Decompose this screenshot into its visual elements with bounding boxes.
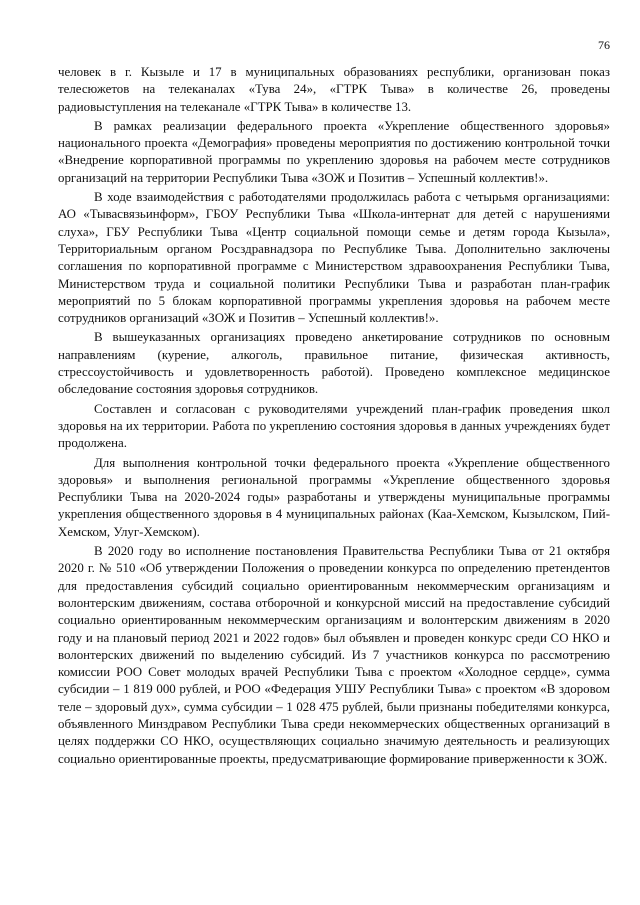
document-body — [58, 64, 610, 768]
paragraph-subsidy-contest: В 2020 году во исполнение постановления Правительства Республики Тыва от 21 октября 2020 г. № 510 «Об утверждении Положения о проведении конкурса по определению претендентов для предоставления субсидий социально ориентированным некоммерческим организациям и волонтерским движениям, состава отборочной и конкурсной миссий на предоставление субсидий социально ориентированным некоммерческим организациям и волонтерским движениям в 2020 году и на плановый период 2021 и 2022 годов» был объявлен и проведен конкурс среди СО НКО и волонтерских движений по выделению субсидий. Из 7 участников конкурса по рассмотрению комиссии РОО Совет молодых врачей Республики Тыва с проектом «Холодное сердце», сумма субсидии – 1 819 000 рублей, и РОО «Федерация УШУ Республики Тыва» с проектом «В здоровом теле – здоровый дух», сумма субсидии – 1 028 475 рублей, были признаны победителями конкурса, объявленного Минздравом Республики Тыва среди некоммерческих общественных организаций в целях поддержки СО НКО, осуществляющих социально значимую деятельность и реализующих социально ориентированные проекты, предусматривающие формирование приверженности к ЗОЖ. — [58, 544, 610, 766]
paragraph-health-schools: Составлен и согласован с руководителями учреждений план-график проведения школ здоровья на их территории. Работа по укреплению состояния здоровья в данных учреждениях будет продолжена. — [58, 401, 610, 451]
paragraph-employee-survey: В вышеуказанных организациях проведено анкетирование сотрудников по основным направлениям (курение, алкоголь, правильное питание, физическая активность, стрессоустойчивость и удовлетворенность работой). Проведено комплексное медицинское обследование состояния здоровья сотрудников. — [58, 330, 610, 397]
paragraph-federal-project: В рамках реализации федерального проекта «Укрепление общественного здоровья» национального проекта «Демография» проведены мероприятия по достижению контрольной точки «Внедрение корпоративной программы по укреплению здоровья на рабочем месте сотрудников организаций на территории Республики Тыва «ЗОЖ и Позитив – Успешный коллектив!». — [58, 118, 610, 185]
paragraph-employers-cooperation: В ходе взаимодействия с работодателями продолжилась работа с четырьмя организациями: АО «Тывасвязьинформ», ГБОУ Республики Тыва «Школа-интернат для детей с нарушениями слуха», ГБУ Республики Тыва «Центр социальной помощи семье и детям города Кызыла», Территориальным органом Росздравнадзора по Республике Тыва. Дополнительно заключены соглашения по корпоративной программе с Министерством здравоохранения Республики Тыва, Министерством труда и социальной политики Республики Тыва и разработан план-график мероприятий по 5 блокам корпоративной программы укрепления здоровья на рабочем месте сотрудников организаций «ЗОЖ и Позитив – Успешный коллектив!». — [58, 190, 610, 326]
page-number: 76 — [598, 38, 610, 52]
document-page — [58, 38, 610, 770]
paragraph-municipal-programs: Для выполнения контрольной точки федерального проекта «Укрепление общественного здоровья» и выполнения региональной программы «Укрепление общественного здоровья Республики Тыва на 2020-2024 годы» разработаны и утверждены муниципальные программы укрепления общественного здоровья в 4 муниципальных районах (Каа-Хемском, Кызылском, Пий-Хемском, Улуг-Хемском). — [58, 455, 610, 539]
paragraph-continuation: человек в г. Кызыле и 17 в муниципальных образованиях республики, организован показ телесюжетов на телеканалах «Тува 24», «ГТРК Тыва» в количестве 26, проведены радиовыступления на телеканале «ГТРК Тыва» в количестве 13. — [58, 65, 610, 114]
